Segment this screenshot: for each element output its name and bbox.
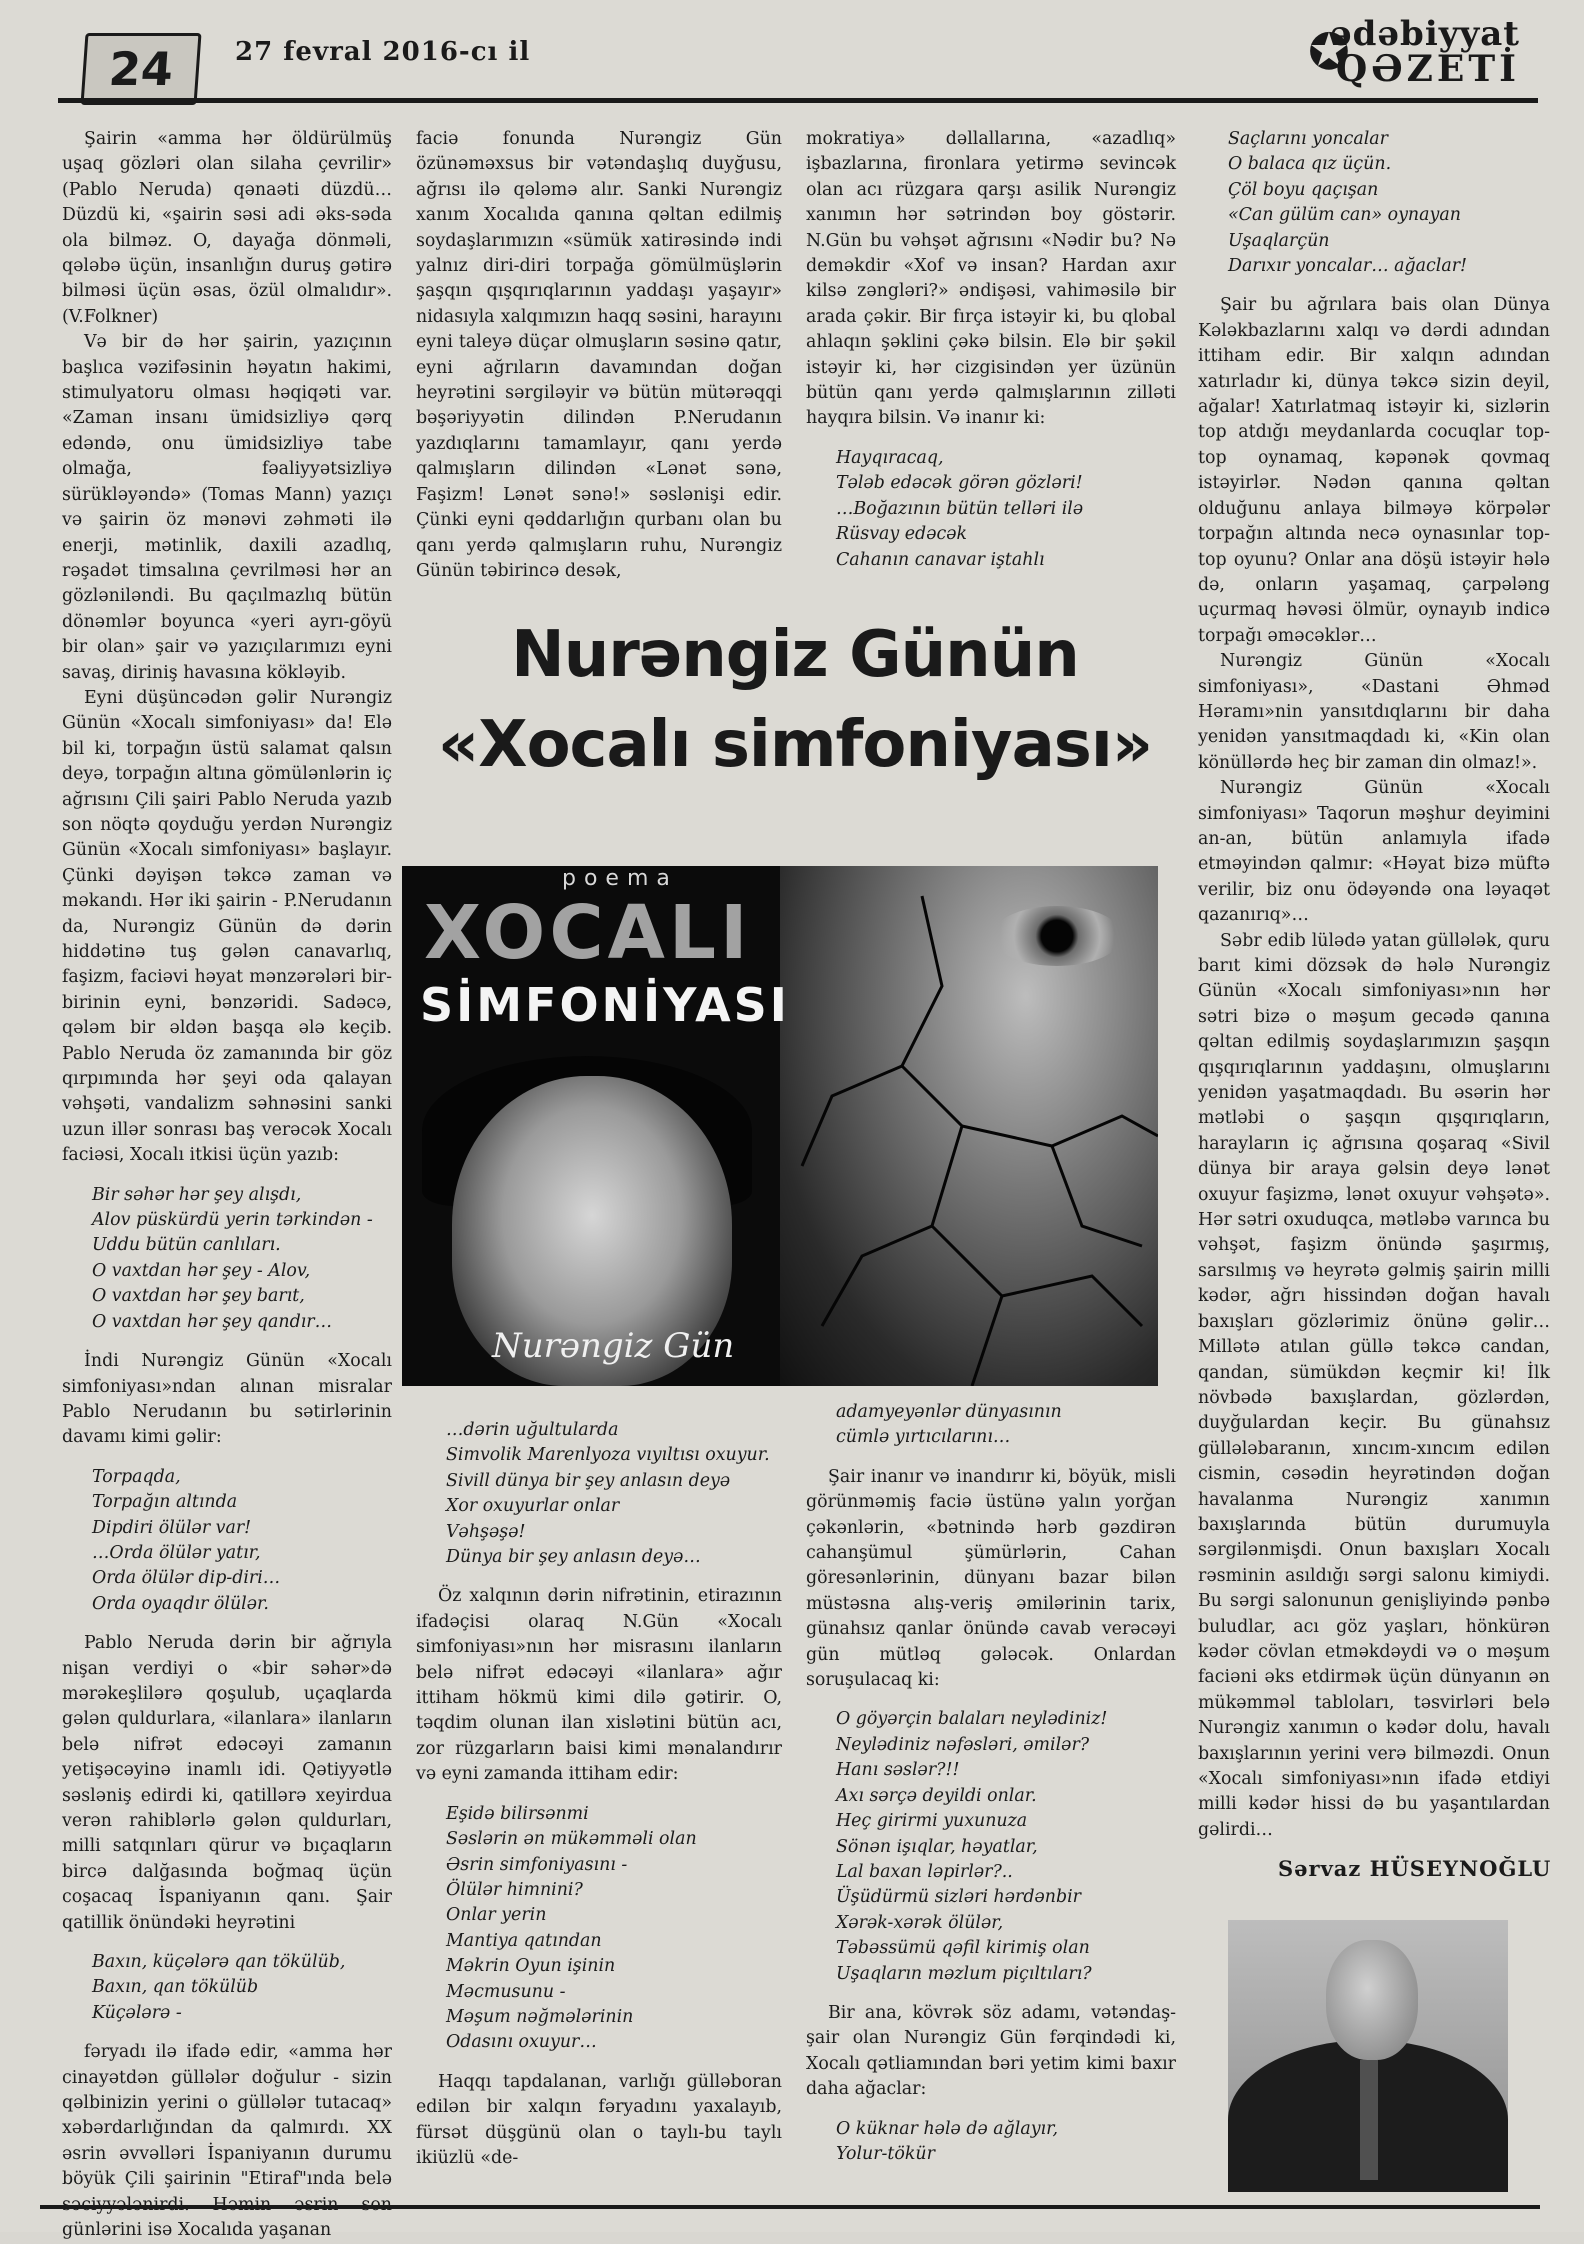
verse-line: Orda ölülər dip-diri… (92, 1568, 281, 1589)
verse-line: Tələb edəcək görən gözləri! (836, 473, 1083, 494)
paragraph: Nurəngiz Günün «Xocalı simfoniyası», «Dastani Əhməd Həramı»nin yansıtdıqlarını bir daha yenidən yansıtmaqdadı ki, «Kin olan könüllərdə heç bir zaman din olmaz!». (1198, 651, 1550, 773)
verse-line: Bir səhər hər şey alışdı, (92, 1184, 302, 1205)
author-photo-tie (1360, 2060, 1378, 2180)
verse-line: adamyeyənlər dünyasının (836, 1402, 1062, 1422)
author-photo (1228, 1920, 1508, 2192)
author-photo-head (1326, 1940, 1418, 2060)
paragraph: faciə fonunda Nurəngiz Gün özünəməxsus bir vətəndaşlıq duyğusu, ağrısı ilə qələmə alır. Sanki Nurəngiz xanım Xocalıda qanına qəltan edilmiş soydaşlarımızın «sümük xatirəsində indi yalnız diri-diri torpağa gömülmüşlərin şaşqın qışqırıqlarının yaddaşı yaşayır» nidasıyla xalqımızın haqq səsini, harayını eyni taleyə düçar olmuşların səsinə qatır, eyni ağrıların davamından doğan heyrətini sərgiləyir və bütün mütərəqqi bəşəriyyətin dilindən P.Nerudanın yazdıqlarını tamamlayır, qanı yerdə qalmışların dilindən «Lənət sənə, Faşizm! Lənət sənə!» səslənişi edir. Çünki eyni qəddarlığın qurbanı olan bu qanı yerdə qalmışların ruhu, Nurəngiz Günün təbirincə desək, (416, 129, 782, 581)
header-rule (58, 98, 1538, 103)
paragraph: Səbr edib lülədə yatan güllələk, quru barıt kimi dözsək də hələ Nurəngiz Günün «Xocalı simfoniyası»nın hər sətri bizə o məşum gecədə qanına qəltan edilmiş soydaşlarımızın şaşqın qışqırıqlarının yaddaşını, olmuşlarını yenidən yaşatmaqdadı. Bu əsərin hər mətləbi o şaşqın qışqırıqların, harayların iç ağrısına qoşaraq «Sivil dünya bir araya gəlsin deyə lənət oxuyur faşizmə, lənət oxuyur vəhşətə». Hər sətri oxuduqca, mətləbə varınca bu vəhşət, faşizm önündə şaşırmış, sarsılmış və heyrətə gəlmiş şairin milli kədər, ağrı hissindən doğan havalı baxışları gözlərimiz önünə gəlir… Millətə atılan güllə təkcə candan, qandan, sümükdən keçmir ki! İlk növbədə baxışlardan, gözlərdən, duyğulardan keçir. Bu günahsız güllələbaranın, xıncım-xıncım edilən cismin, cəsədin heyrətindən doğan havalanma Nurəngiz xanımın baxışlarında bütün durumuyla sərgilənmişdi. Onun baxışları Xocalı rəsminin asıldığı sərgi salonu kimiydi. Bu sərgi salonunun genişliyində pənbə buludlar, acı göz yaşları, hönkürən kədər cövlan etməkdəydi və o məşum faciəni əks etdirmək üçün dünyanın ən mükəmməl tabloları, təsvirləri belə Nurəngiz xanımın o kədər dolu, havalı baxışlarının yerini verə bilməzdi. Onun «Xocalı simfoniyası»nın ifadə etdiyi milli kədər hissi də bu yaşantılardan gəlirdi… (1198, 930, 1550, 1840)
paragraph: İndi Nurəngiz Günün «Xocalı simfoniyası»ndan alınan misralar Pablo Nerudanın bu sətirlərinin davamı kimi gəlir: (62, 1351, 392, 1448)
paragraph: Şairin «amma hər öldürülmüş uşaq gözləri olan silaha çevrilir» (Pablo Neruda) qənaəti düzdü… Düzdü ki, «şairin səsi adi əks-səda ola bilməz. O, dayağa dönməli, qələbə üçün, insanlığın duruş gətirə bilməsi üçün əsas, özül olmalıdır». (V.Folkner) (62, 129, 392, 327)
masthead (1280, 14, 1520, 90)
verse (1228, 127, 1550, 279)
paragraph: Pablo Neruda dərin bir ağrıyla nişan verdiyi o «bir səhər»də mərəkeşlilərə qoşulub, uçaqlarda gələn quldurlara, «ilanlara» ilanların belə nifrət edəcəyi zamanın yetişəcəyinə inamlı idi. Qətiyyətlə səsləniş edirdi ki, qatillərə xeyirdua verən rahiblərlə gələn quldurları, milli satqınları qürur və bıçaqların bircə dalğasında boğmaq üçün coşacaq İspaniyanın qanı. Şair qatillik önündəki heyrətini (62, 1633, 392, 1933)
verse-line: Hayqıracaq, (836, 447, 944, 468)
verse-line: Torpağın altında (92, 1492, 238, 1513)
article-author: Sərvaz HÜSEYNOĞLU (1278, 1856, 1552, 1881)
verse (92, 1183, 392, 1335)
verse-line: O vaxtdan hər şey barıt, (92, 1286, 305, 1307)
verse-line: …Boğazının bütün telləri ilə (836, 498, 1084, 519)
page-number: 24 (80, 33, 201, 105)
verse (446, 1418, 782, 1570)
verse-line: Məşum nəğmələrinin (446, 2006, 634, 2027)
verse-line: Axı sərçə deyildi onlar. (836, 1785, 1037, 1806)
cover-signature: Nurəngiz Gün (492, 1326, 735, 1366)
verse-line: O göyərçin balaları neylədiniz! (836, 1709, 1108, 1730)
verse-line: Lal baxan ləpirlər?.. (836, 1861, 1013, 1882)
verse (92, 1465, 392, 1617)
verse-line: Üşüdürmü sizləri hərdənbir (836, 1887, 1081, 1908)
verse-line: Torpaqda, (92, 1466, 181, 1487)
verse (92, 1950, 392, 2026)
verse-line: O küknar hələ də ağlayır, (836, 2118, 1059, 2139)
verse-line: Baxın, qan tökülüb (92, 1977, 259, 1998)
verse-line: Orda oyaqdır ölülər. (92, 1593, 269, 1614)
verse-line: Rüsvay edəcək (836, 524, 968, 545)
column-3-bottom (806, 1400, 1176, 2181)
verse-line: Dipdiri ölülər var! (92, 1517, 252, 1538)
column-2-bottom (416, 1418, 782, 2171)
verse-line: Darıxır yoncalar… ağaclar! (1228, 256, 1468, 277)
verse-line: Ölülər himnini? (446, 1879, 583, 1900)
verse (446, 1802, 782, 2056)
title-line-2: «Xocalı simfoniyası» (437, 708, 1153, 782)
verse-line: Alov püskürdü yerin tərkindən - (92, 1210, 373, 1231)
cover-poema: poema (562, 866, 678, 891)
column-3-top (806, 127, 1176, 587)
verse-line: Çöl boyu qaçışan (1228, 179, 1379, 200)
paragraph: Haqqı tapdalanan, varlığı gülləboran edilən bir xalqın fəryadını yaxalayıb, fürsət düşgünü olan o taylı-bu taylı ikiüzlü «de- (416, 2071, 782, 2168)
column-2-top (416, 127, 782, 584)
verse-line: Təbəssümü qəfil kirimiş olan (836, 1938, 1090, 1959)
verse-line: Uddu bütün canlıları. (92, 1235, 281, 1256)
verse-line: Sivill dünya bir şey anlasın deyə (446, 1470, 731, 1491)
verse-line: Xərək-xərək ölülər, (836, 1912, 1004, 1933)
verse-line: Odasını oxuyur… (446, 2032, 597, 2053)
verse-line: …Orda ölülər yatır, (92, 1542, 261, 1563)
verse (836, 1400, 1176, 1451)
verse-line: Dünya bir şey anlasın deyə… (446, 1547, 701, 1568)
verse-line: Küçələrə - (92, 2002, 182, 2023)
verse-line: Cahanın canavar iştahlı (836, 549, 1045, 570)
verse-line: Uşaqlarçün (1228, 230, 1330, 251)
verse (836, 446, 1176, 573)
title-line-1: Nurəngiz Günün (511, 618, 1079, 692)
masthead-top: ədəbiyyat (1330, 14, 1520, 54)
footer-rule (40, 2205, 1540, 2209)
column-1 (62, 127, 392, 2244)
column-4 (1198, 127, 1550, 1843)
paragraph: Öz xalqının dərin nifrətinin, etirazının ifadəçisi olaraq N.Gün «Xocalı simfoniyası»nın hər misrasını ilanların belə nifrət edəcəyi «ilanlara» ağır ittiham hökmü kimi dilə gətirir. O, təqdim olunan ilan xislətini bütün acı, zor rüzgarların baisi kimi mənalandırır və eyni zamanda ittiham edir: (416, 1586, 782, 1785)
verse-line: Məcmusunu - (446, 1981, 566, 2002)
verse-line: Baxın, küçələrə qan tökülüb, (92, 1952, 346, 1973)
verse-line: Uşaqların məzlum piçıltıları? (836, 1963, 1092, 1984)
page-header (55, 15, 1530, 100)
cover-xocali: XOCALI (424, 890, 752, 976)
verse-line: O balaca qız üçün. (1228, 154, 1392, 175)
issue-date: 27 fevral 2016-cı il (235, 37, 531, 67)
verse-line: Əsrin simfoniyasını - (446, 1854, 628, 1875)
verse-line: Vəhşəşə! (446, 1521, 526, 1542)
verse (836, 1707, 1176, 1986)
verse-line: …dərin uğultularda (446, 1420, 619, 1440)
verse-line: Onlar yerin (446, 1905, 547, 1926)
verse-line: Heç girirmi yuxunuza (836, 1811, 1028, 1832)
verse-line: Simvolik Marenlyoza vıyıltısı oxuyur. (446, 1445, 770, 1466)
verse-line: Saçlarını yoncalar (1228, 129, 1388, 149)
verse-line: Yolur-tökür (836, 2143, 935, 2164)
verse-line: Eşidə bilirsənmi (446, 1803, 589, 1824)
verse-line: O vaxtdan hər şey qandır… (92, 1311, 333, 1332)
verse-line: Sönən işıqlar, həyatlar, (836, 1836, 1038, 1857)
verse-line: Hanı səslər?!! (836, 1760, 960, 1781)
verse (836, 2117, 1176, 2168)
masthead-bottom: QƏZETİ (1335, 48, 1520, 90)
verse-line: Mantiya qatından (446, 1930, 602, 1951)
masthead-emblem-icon: ✪ (1308, 23, 1350, 81)
verse-line: cümlə yırtıcılarını… (836, 1427, 1011, 1448)
paragraph: Eyni düşüncədən gəlir Nurəngiz Günün «Xocalı simfoniyası» da! Elə bil ki, torpağın üstü salamat qalsın deyə, torpağın altına gömülənlərin iç ağrısını Çili şairi Pablo Neruda yazıb son nöqtə qoyduğu yerdən Nurəngiz Günün «Xocalı simfoniyası» başlayır. Çünki dəyişən təkcə zaman və məkandı. Hər iki şairin - P.Nerudanın da, Nurəngiz Günün də dərin hiddətinə tuş gələn canavarlıq, faşizm, faciəvi həyat mənzərələri bir-birinin eyni, bənzəridi. Sadəcə, qələm bir əldən başqa ələ keçib. Pablo Neruda öz zamanında bir göz qırpımında hər şeyi oda qalayan vəhşəti, vandalizm səhnəsini sanki uzun illər sonrası baş verəcək Xocalı faciəsi, Xocalı itkisi üçün yazıb: (62, 687, 392, 1166)
verse-line: Məkrin Oyun işinin (446, 1956, 616, 1977)
paragraph: Bir ana, kövrək söz adamı, vətəndaş-şair olan Nurəngiz Gün fərqindədi ki, Xocalı qətliamından bəri yetim kimi baxır daha ağaclar: (806, 2002, 1176, 2100)
paragraph: Şair inanır və inandırır ki, böyük, misli görünməmiş faciə üstünə yalın yorğan çəkənlərin, «bətnində hərb gəzdirən cahanşümul şümürlərin, Cahan göresənlərinin, dünyanı bazar bilən müstəsna alış-veriş əmilərinin tarix, günahsız qanlar önündə cavab verəcəyi gün mütləq gələcək. Onlardan soruşulacaq ki: (806, 1466, 1176, 1691)
verse-line: O vaxtdan hər şey - Alov, (92, 1260, 311, 1281)
paragraph: mokratiya» dəllallarına, «azadlıq» işbazlarına, fironlara yetirmə sevincək olan acı rüzgara qarşı asilik Nurəngiz xanımın hər sətrindən boy göstərir. N.Gün bu vəhşət ağrısını «Nədir bu? Nə deməkdir «Xof və insan? Hardan axır kilsə zəngləri?» əndişəsi, vahiməsilə bir arada çəkir. Bir fırça istəyir ki, bu qlobal ahlaqın şəklini çəkə bilsin. Elə bir şəkil istəyir ki, hər cizgisindən yer üzünün bütün qanı yerdə qalmışlarının zilləti hayqıra bilsin. Və inanır ki: (806, 129, 1176, 429)
verse-line: Neylədiniz nəfəsləri, əmilər? (836, 1734, 1090, 1755)
paragraph: Şair bu ağrılara bais olan Dünya Kələkbazlarını xalqı və dərdi adından ittiham edir. Bir xalqın adından xatırladır ki, dünya təkcə sizin deyil, ağalar! Xatırlatmaq istəyir ki, sizlərin top atdığı meydanlarda cocuqlar top-top oynamaq, kəpənək qovmaq istəyirlər. Nədən qanına qəltan olduğunu anlaya bilməyə körpələr torpağın altında necə oynasınlar top-top oyunu? Onlar ana döşü istəyir hələ də, onların yaşamaq, çarpələng uçurmaq həvəsi ölmür, oynayıb indicə torpağı əməcəklər… (1198, 295, 1550, 646)
paragraph: fəryadı ilə ifadə edir, «amma hər cinayətdən güllələr doğulur - sizin qəlbinizin yerini o güllələr tutacaq» xəbərdarlığından da qalmırdı. XX əsrin əvvəlləri İspaniyanın durumu böyük Çili şairinin "Etiraf"ında belə günlərini isə Xocalıda yaşanan (62, 2042, 392, 2241)
verse-line: Səslərin ən mükəmməli olan (446, 1829, 697, 1850)
book-cover-image (402, 866, 1158, 1386)
verse-line: «Can gülüm can» oynayan (1228, 205, 1461, 226)
verse-line: Xor oxuyurlar onlar (446, 1496, 620, 1517)
cover-simfoniyasi: SİMFONİYASI (420, 978, 790, 1032)
paragraph: Və bir də hər şairin, yazıçının başlıca vəzifəsinin həyatın hakimi, stimulyatoru olması həqiqəti var. «Zaman insanı ümidsizliyə qərq edəndə, onu ümidsizliyə tabe olmağa, fəaliyyətsizliyə sürükləyəndə» (Tomas Mann) yazıçı və şairin öz mənəvi zəhməti ilə enerji, mətinlik, daxili azadlıq, rəşadət timsalına çevrilməsi hər an gözləniləndi. Bu qaçılmazlıq bütün dönəmlər boyunca «yeri ayrı-göyü bir olan» şair və yazıçılarımızı eyni savaş, diriniş havasına kökləyib. (62, 332, 392, 683)
article-title (400, 610, 1190, 790)
paragraph: Nurəngiz Günün «Xocalı simfoniyası» Taqorun məşhur deyimini an-an, bütün anlamıyla ifadə etməyindən qalmır: «Həyat bizə müftə verilir, biz onu ödəyəndə ona ləyaqət qazanırıq»… (1198, 778, 1550, 926)
